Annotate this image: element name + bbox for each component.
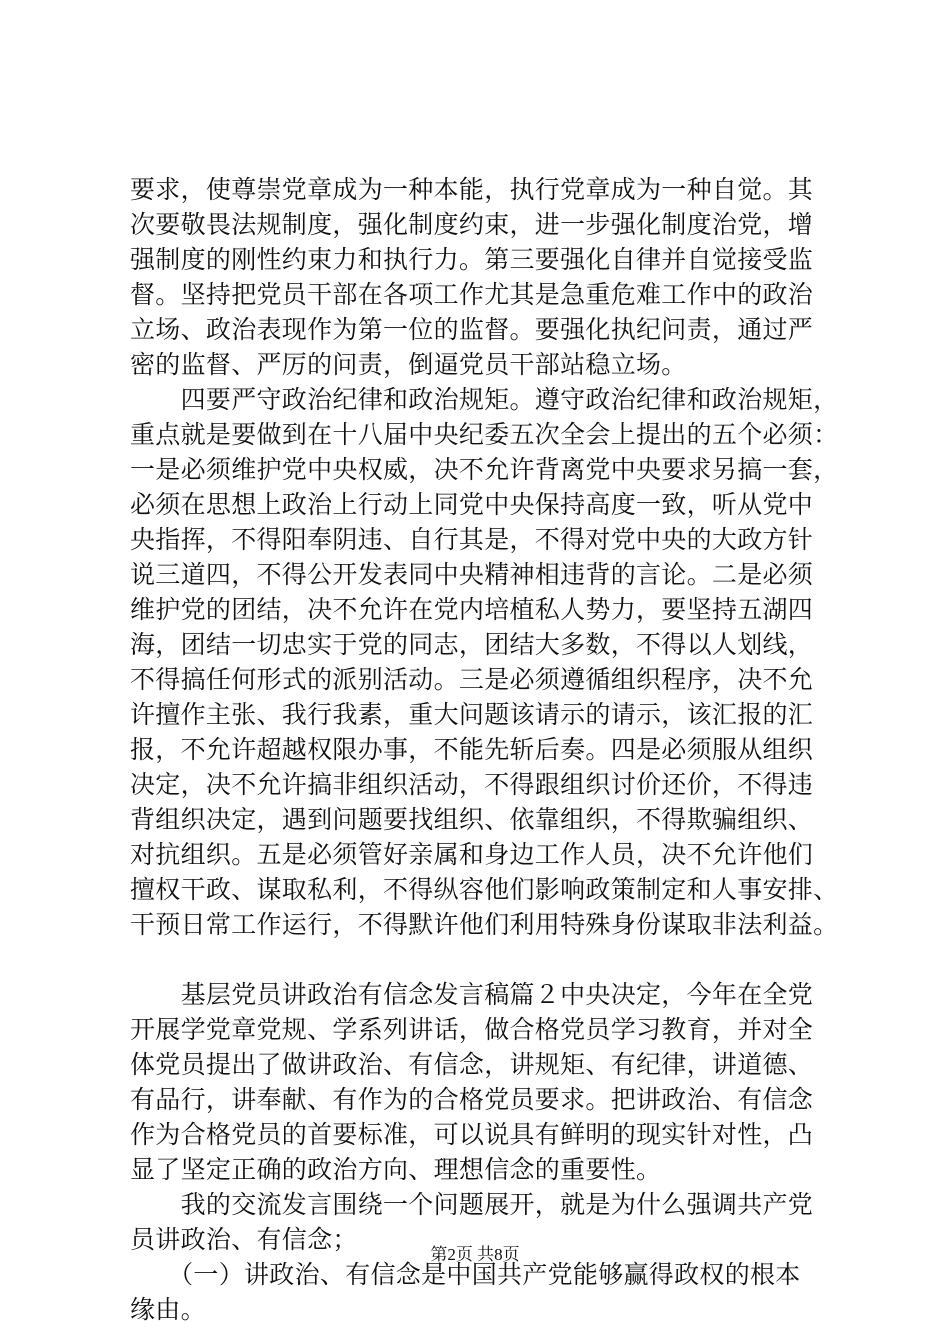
text-line: 四要严守政治纪律和政治规矩。遵守政治纪律和政治规矩， [130,385,839,414]
text-line: 缘由。 [130,1295,206,1324]
text-line: 维护党的团结，决不允许在党内培植私人势力，要坚持五湖四 [130,595,814,624]
text-line: 作为合格党员的首要标准，可以说具有鲜明的现实针对性，凸 [130,1120,814,1149]
text-line: （一）讲政治、有信念是中国共产党能够赢得政权的根本 [130,1260,801,1289]
text-line: 央指挥，不得阳奉阴违、自行其是，不得对党中央的大政方针 [130,525,814,554]
text-line: 督。坚持把党员干部在各项工作尤其是急重危难工作中的政治 [130,280,814,309]
text-line: 立场、政治表现作为第一位的监督。要强化执纪问责，通过严 [130,315,814,344]
text-line: 员讲政治、有信念； [130,1225,358,1254]
text-line: 基层党员讲政治有信念发言稿篇２中央决定，今年在全党 [130,980,814,1009]
text-line: 说三道四，不得公开发表同中央精神相违背的言论。二是必须 [130,560,814,589]
text-line: 决定，决不允许搞非组织活动，不得跟组织讨价还价，不得违 [130,770,814,799]
text-line: 报，不允许超越权限办事，不能先斩后奏。四是必须服从组织 [130,735,814,764]
text-line: 次要敬畏法规制度，强化制度约束，进一步强化制度治党，增 [130,210,814,239]
text-line: 我的交流发言围绕一个问题展开，就是为什么强调共产党 [130,1190,814,1219]
text-line: 强制度的刚性约束力和执行力。第三要强化自律并自觉接受监 [130,245,814,274]
page-number-footer: 第2页 共8页 [430,1245,520,1264]
text-line: 有品行，讲奉献、有作为的合格党员要求。把讲政治、有信念 [130,1085,814,1114]
text-line: 开展学党章党规、学系列讲话，做合格党员学习教育，并对全 [130,1015,814,1044]
text-line: 一是必须维护党中央权威，决不允许背离党中央要求另搞一套， [130,455,839,484]
text-line: 海，团结一切忠实于党的同志，团结大多数，不得以人划线， [130,630,814,659]
text-line: 对抗组织。五是必须管好亲属和身边工作人员，决不允许他们 [130,840,814,869]
text-line: 擅权干政、谋取私利，不得纵容他们影响政策制定和人事安排、 [130,875,839,904]
text-line: 不得搞任何形式的派别活动。三是必须遵循组织程序，决不允 [130,665,814,694]
text-line: 显了坚定正确的政治方向、理想信念的重要性。 [130,1155,662,1184]
text-line: 重点就是要做到在十八届中央纪委五次全会上提出的五个必须： [130,420,839,449]
text-line: 体党员提出了做讲政治、有信念，讲规矩、有纪律，讲道德、 [130,1050,814,1079]
text-line: 密的监督、严厉的问责，倒逼党员干部站稳立场。 [130,350,687,379]
text-line: 必须在思想上政治上行动上同党中央保持高度一致，听从党中 [130,490,814,519]
blank-line [130,944,830,978]
text-line: 背组织决定，遇到问题要找组织、依靠组织，不得欺骗组织、 [130,805,814,834]
text-line: 干预日常工作运行，不得默许他们利用特殊身份谋取非法利益。 [130,910,839,939]
text-line: 要求，使尊崇党章成为一种本能，执行党章成为一种自觉。其 [130,175,814,204]
text-line: 许擅作主张、我行我素，重大问题该请示的请示，该汇报的汇 [130,700,814,729]
